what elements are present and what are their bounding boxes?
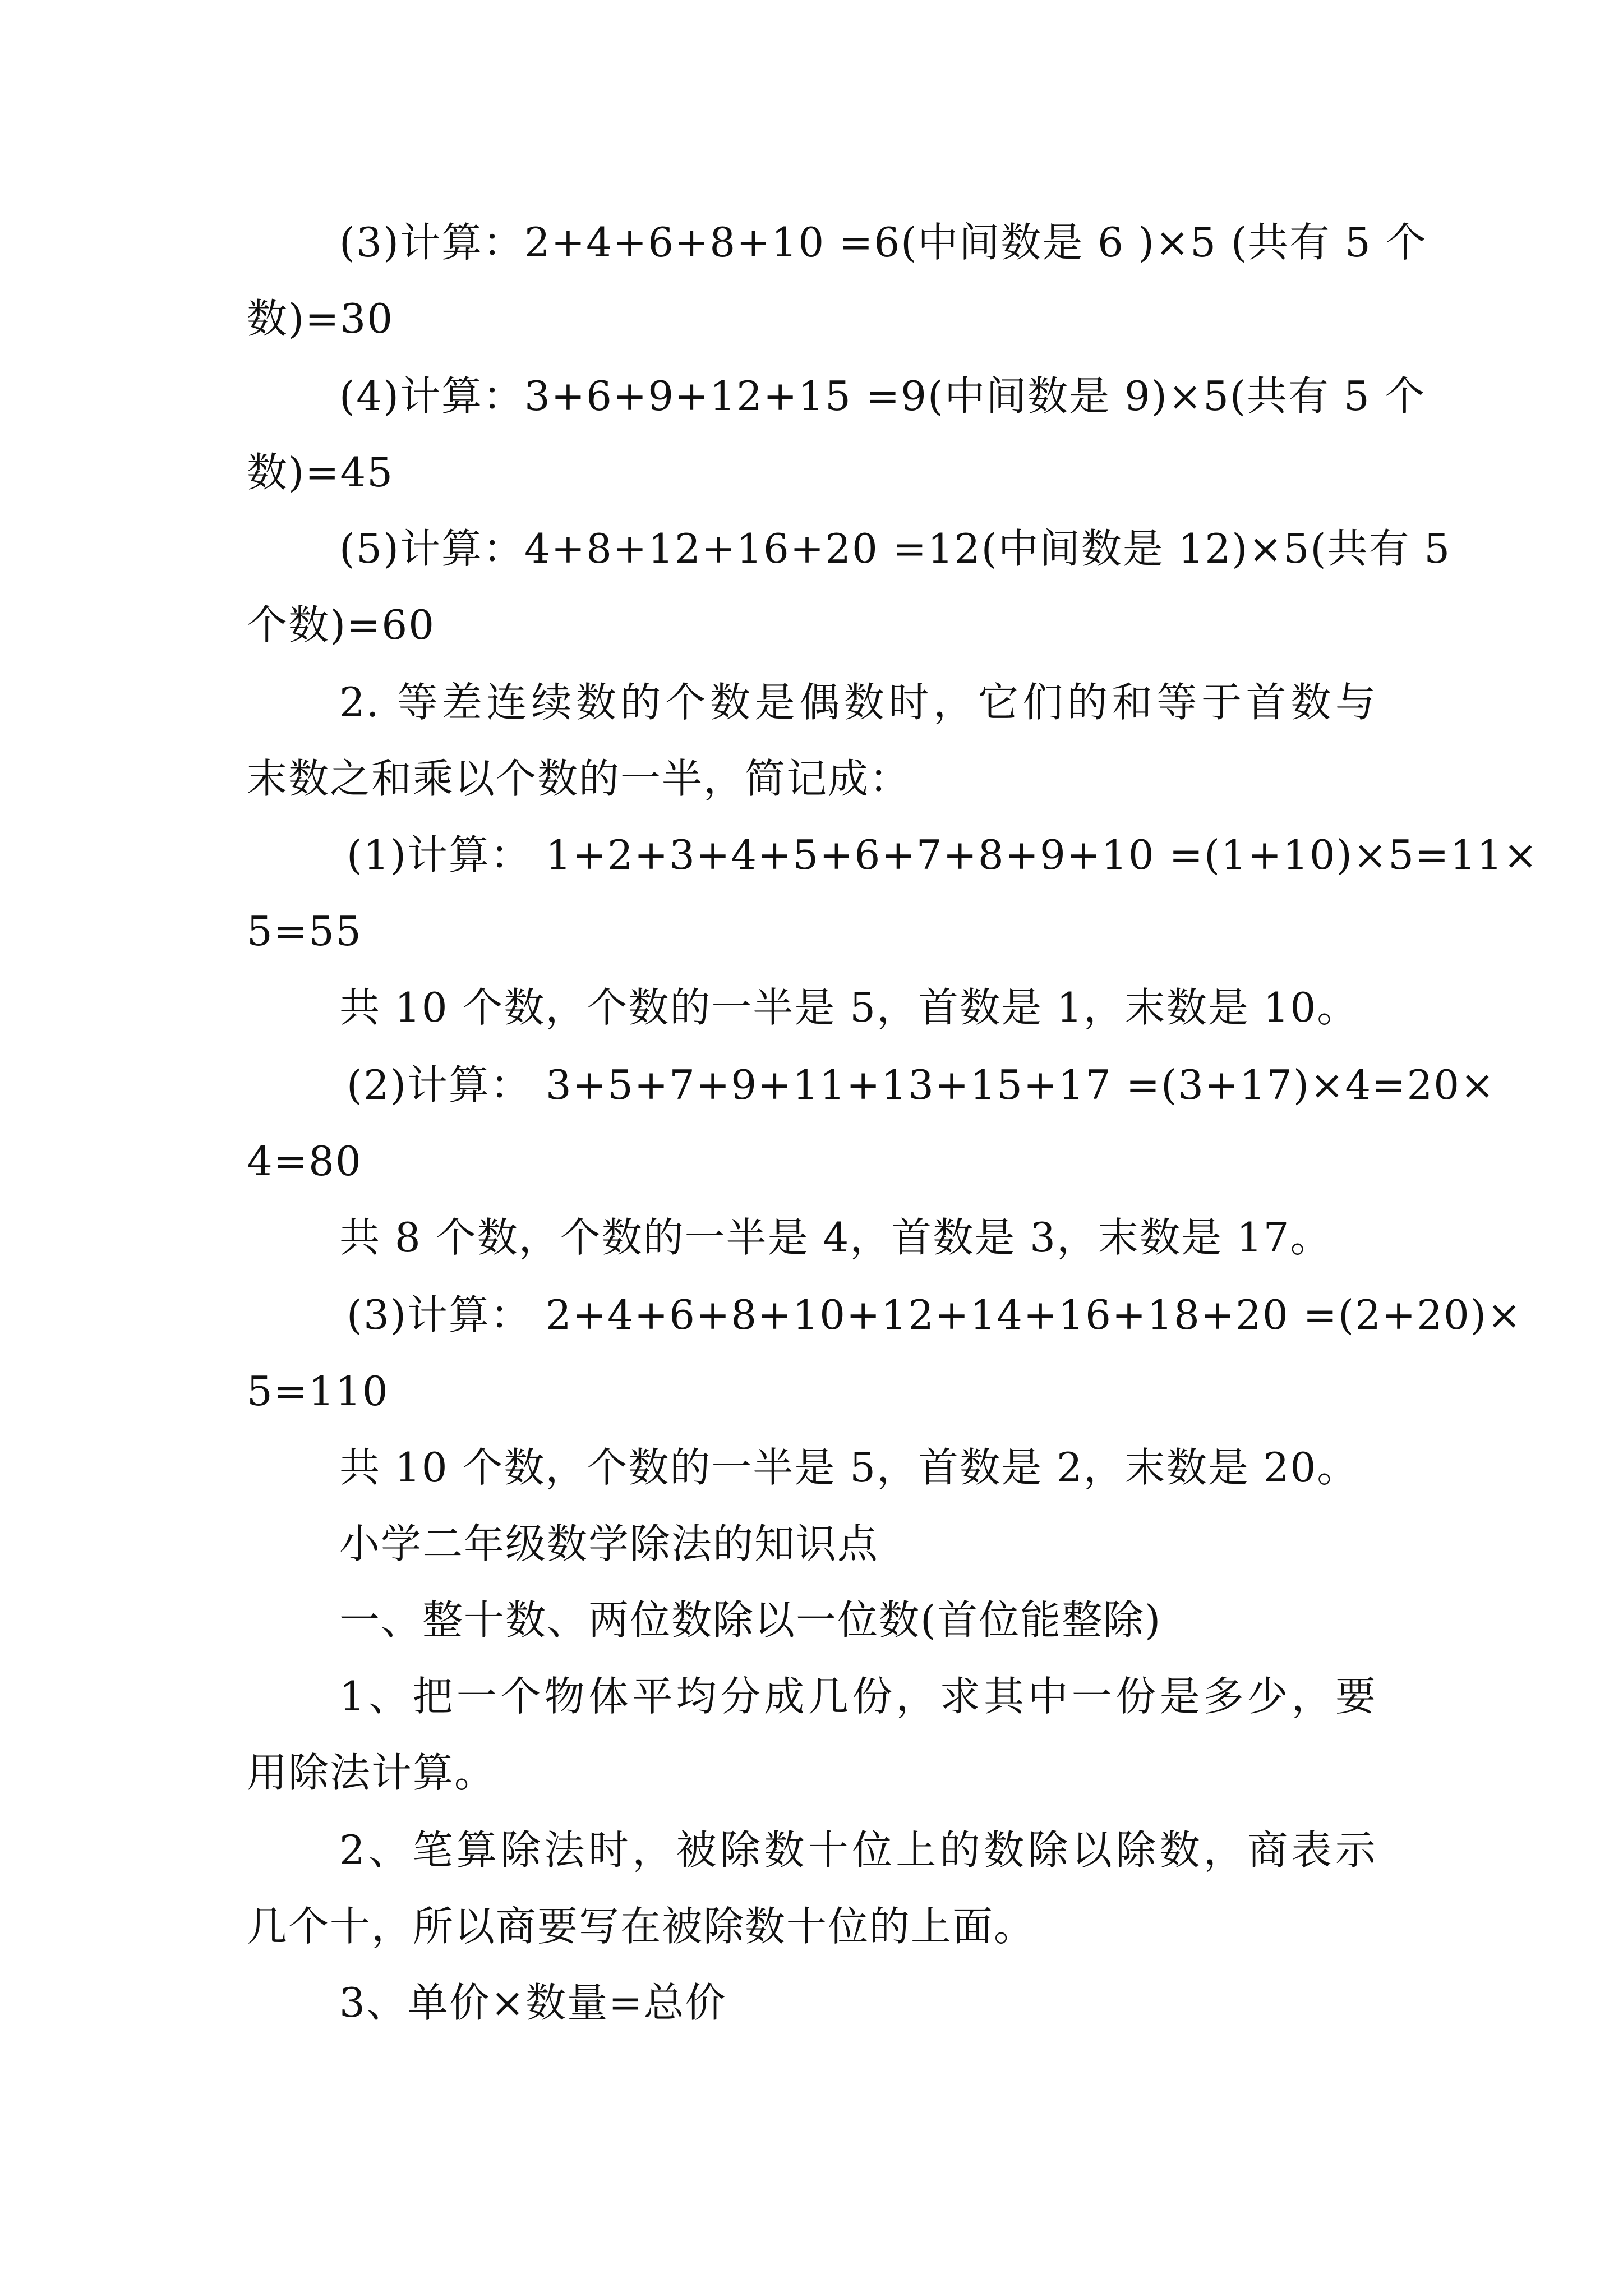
text-line: 数)=45 <box>247 449 394 496</box>
text-line: (2)计算： 3+5+7+9+11+13+15+17 =(3+17)×4=20× <box>347 1061 1496 1108</box>
text-line: 5=55 <box>247 908 362 955</box>
text-line: 2、笔算除法时，被除数十位上的数除以除数，商表示 <box>339 1826 1377 1874</box>
text-line: 2. 等差连续数的个数是偶数时，它们的和等于首数与 <box>339 679 1377 726</box>
text-line: 用除法计算。 <box>247 1749 496 1796</box>
text-line: 5=110 <box>247 1368 389 1415</box>
text-line: 几个十，所以商要写在被除数十位的上面。 <box>247 1903 1036 1950</box>
text-line: 4=80 <box>247 1138 362 1185</box>
subsection-heading: 一、整十数、两位数除以一位数(首位能整除) <box>339 1596 1162 1644</box>
text-line: (3)计算： 2+4+6+8+10+12+14+16+18+20 =(2+20)× <box>347 1291 1523 1338</box>
section-heading: 小学二年级数学除法的知识点 <box>339 1520 879 1567</box>
text-line: 末数之和乘以个数的一半，简记成： <box>247 755 911 802</box>
text-line: (3)计算：2+4+6+8+10 =6(中间数是 6 )×5 (共有 5 个 <box>339 219 1427 266</box>
text-line: 共 10 个数，个数的一半是 5，首数是 2，末数是 20。 <box>339 1444 1359 1491</box>
text-line: (1)计算： 1+2+3+4+5+6+7+8+9+10 =(1+10)×5=11× <box>347 831 1539 878</box>
text-line: (4)计算：3+6+9+12+15 =9(中间数是 9)×5(共有 5 个 <box>339 372 1426 420</box>
text-line: 个数)=60 <box>247 601 436 648</box>
text-line: 1、把一个物体平均分成几份，求其中一份是多少，要 <box>339 1673 1377 1720</box>
text-line: (5)计算：4+8+12+16+20 =12(中间数是 12)×5(共有 5 <box>339 525 1451 572</box>
text-line: 数)=30 <box>247 295 394 342</box>
text-line: 共 10 个数，个数的一半是 5，首数是 1，末数是 10。 <box>339 984 1359 1031</box>
text-line: 共 8 个数，个数的一半是 4，首数是 3，末数是 17。 <box>339 1214 1332 1261</box>
text-line: 3、单价×数量=总价 <box>339 1979 727 2026</box>
